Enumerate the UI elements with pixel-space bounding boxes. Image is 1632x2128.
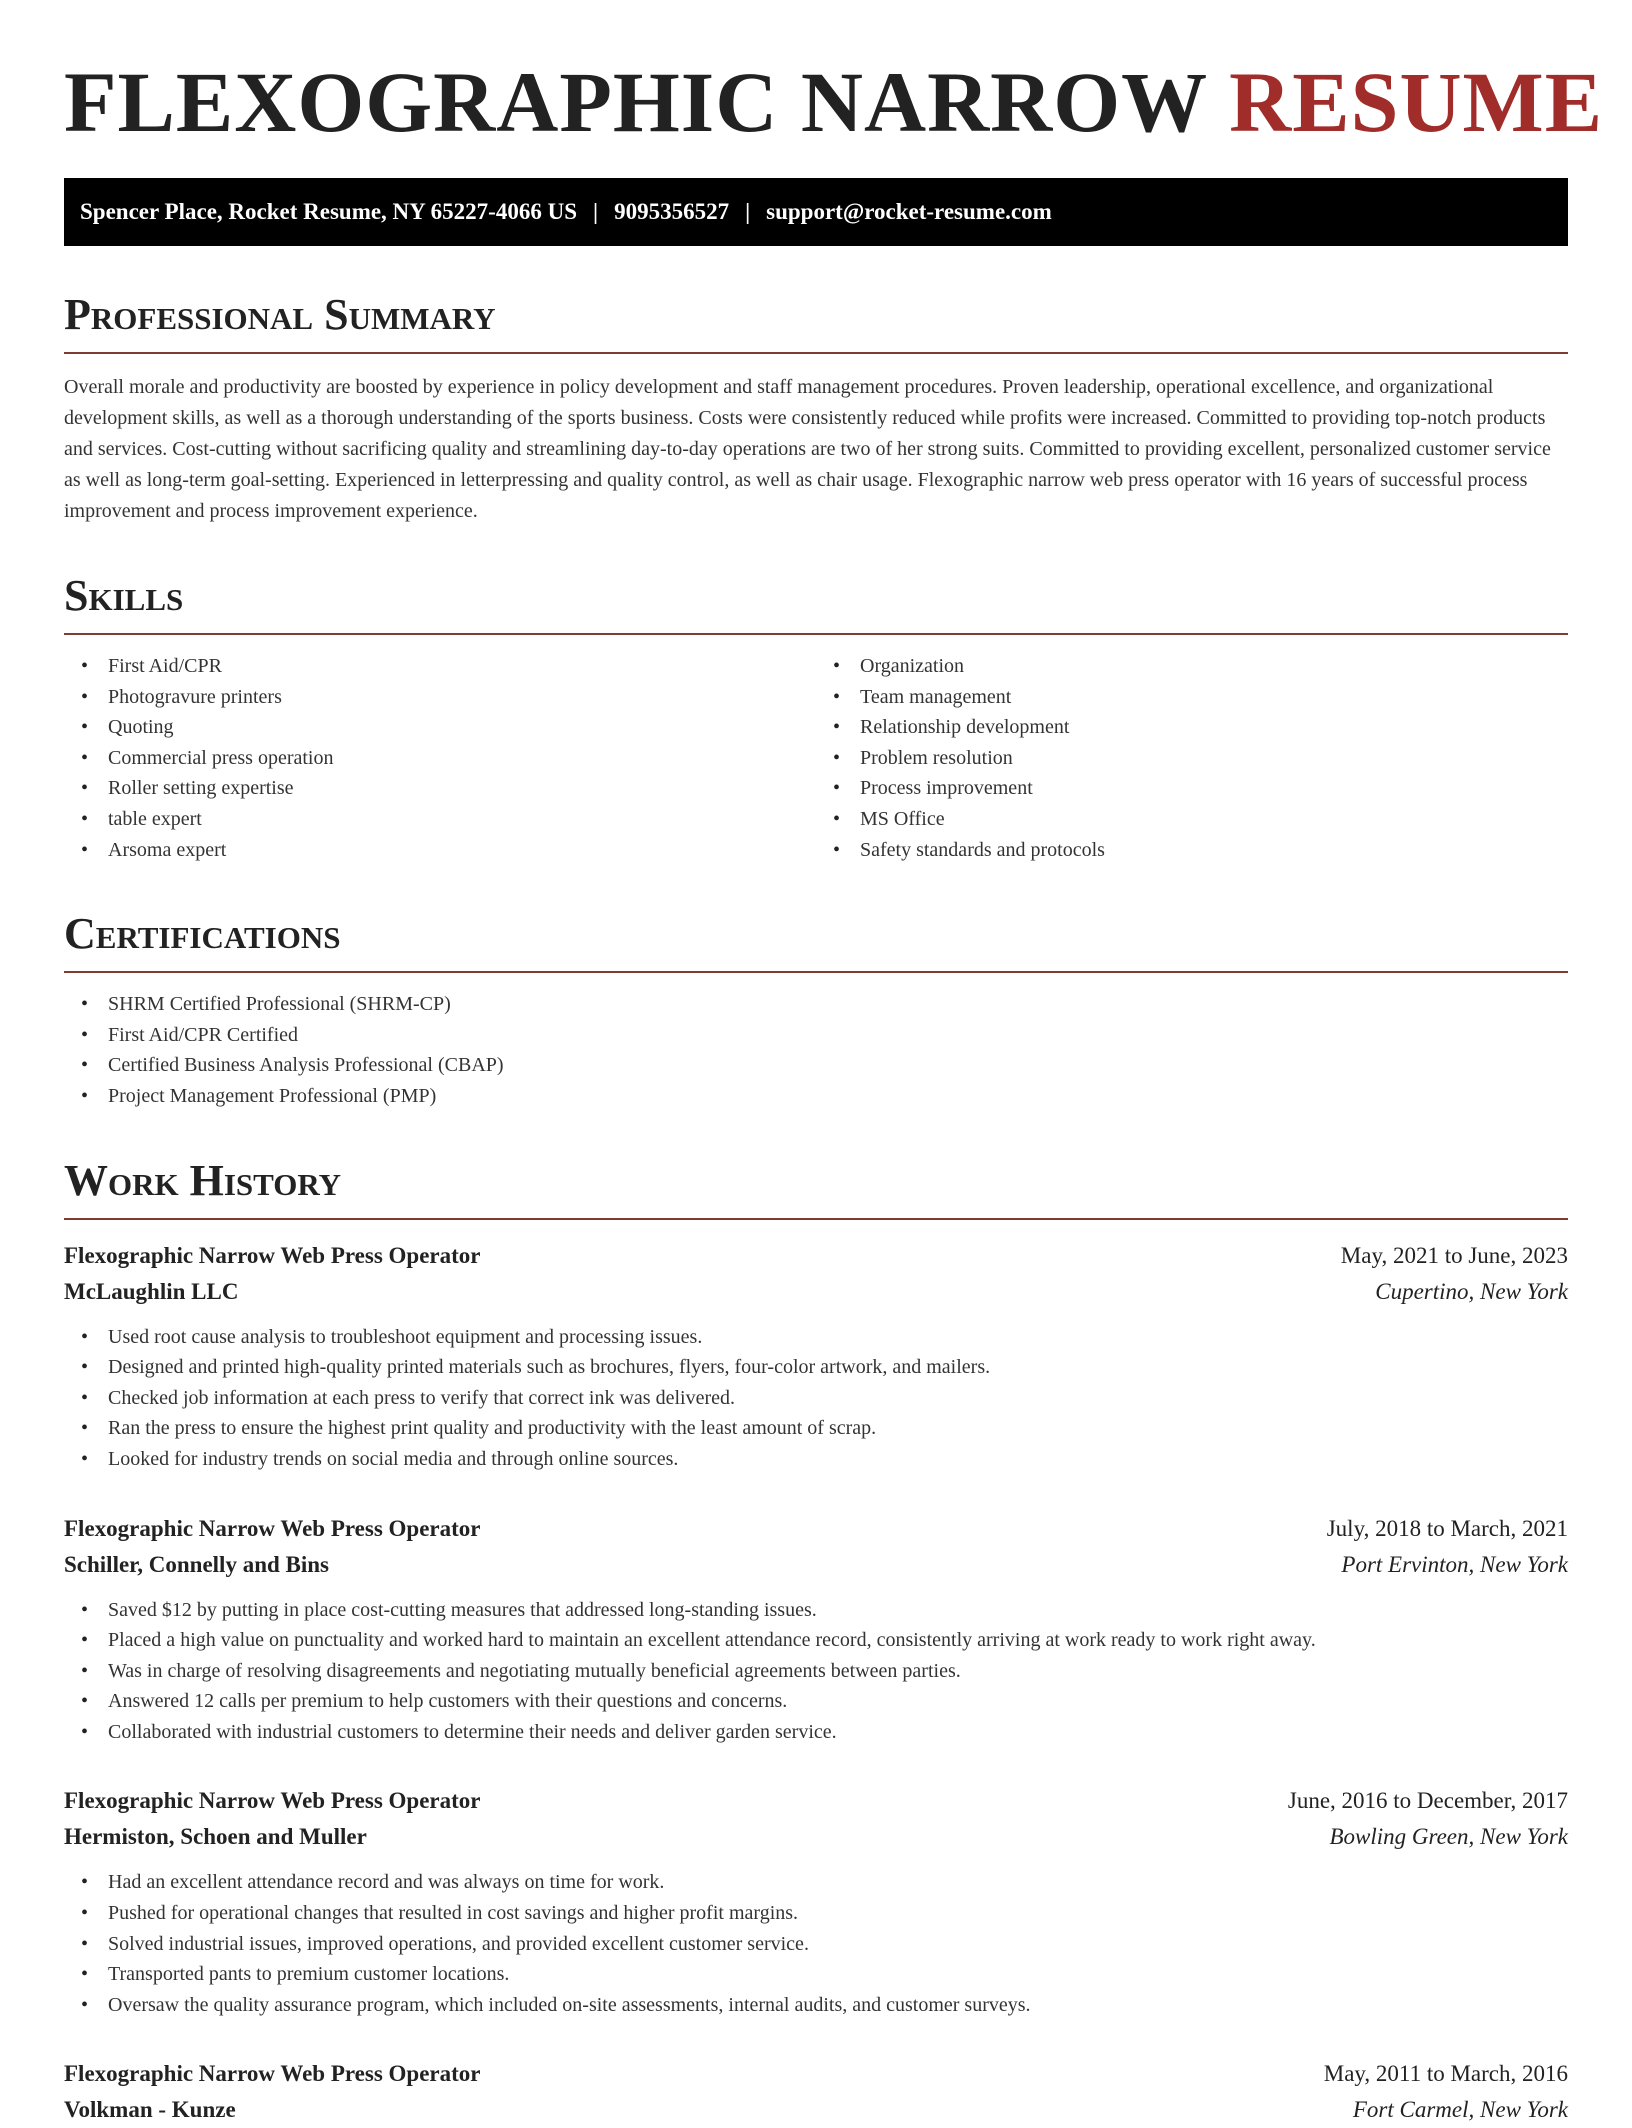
job-company-row [64, 2092, 1568, 2128]
contact-separator: | [592, 199, 599, 224]
contact-email: support@rocket-resume.com [766, 199, 1052, 224]
skill-item: • Commercial press operation [64, 743, 816, 774]
job-company: Schiller, Connelly and Bins [64, 1551, 330, 1577]
job-company-row [64, 1819, 1568, 1855]
job-title: Flexographic Narrow Web Press Operator [64, 1515, 481, 1541]
job-company: McLaughlin LLC [64, 1278, 239, 1304]
summary-heading: Professional Summary [64, 290, 1568, 354]
job-dates: May, 2021 to June, 2023 [1340, 1242, 1568, 1268]
job-bullet: • Placed a high value on punctuality and worked hard to maintain an excellent attendance record, consistently arriving at work ready to work right away. [64, 1625, 1568, 1656]
certifications-heading: Certifications [64, 909, 1568, 973]
job-bullet: • Designed and printed high-quality printed materials such as brochures, flyers, four-color artwork, and mailers. [64, 1352, 1568, 1383]
work-history-section [64, 1156, 1568, 2128]
certification-item: • SHRM Certified Professional (SHRM-CP) [64, 989, 1568, 1020]
contact-address: Spencer Place, Rocket Resume, NY 65227-4066 US [80, 199, 577, 224]
job-company: Volkman - Kunze [64, 2097, 236, 2123]
job-bullet: • Collaborated with industrial customers to determine their needs and deliver garden service. [64, 1717, 1568, 1748]
skill-item: • Photogravure printers [64, 682, 816, 713]
job-location: Port Ervinton, New York [1341, 1551, 1568, 1577]
skill-item: • Roller setting expertise [64, 773, 816, 804]
skill-item: • Relationship development [816, 712, 1568, 743]
certification-item: • Project Management Professional (PMP) [64, 1081, 1568, 1112]
job-bullet: • Pushed for operational changes that resulted in cost savings and higher profit margins. [64, 1898, 1568, 1929]
job-entry [64, 1783, 1568, 2020]
skill-item: • Safety standards and protocols [816, 835, 1568, 866]
job-company-row [64, 1274, 1568, 1310]
skills-list-right [816, 651, 1568, 865]
job-bullets [64, 1322, 1568, 1475]
job-location: Bowling Green, New York [1329, 1824, 1568, 1850]
skills-list-left [64, 651, 816, 865]
job-company-row [64, 1547, 1568, 1583]
job-bullet: • Was in charge of resolving disagreements and negotiating mutually beneficial agreements between parties. [64, 1656, 1568, 1687]
skill-item: • First Aid/CPR [64, 651, 816, 682]
certifications-section [64, 909, 1568, 1111]
skill-item: • Problem resolution [816, 743, 1568, 774]
skills-section [64, 571, 1568, 865]
skill-item: • Organization [816, 651, 1568, 682]
summary-text: Overall morale and productivity are boosted by experience in policy development and staff management procedures. Proven leadership, operational excellence, and organizational development skills, as well as a thorough understanding of the sports business. Costs were consistently reduced while profits were increased. Committed to providing top-notch products and services. Cost-cutting without sacrificing quality and streamlining day-to-day operations are two of her strong suits. Committed to providing excellent, personalized customer service as well as long-term goal-setting. Experienced in letterpressing and quality control, as well as chair usage. Flexographic narrow web press operator with 16 years of successful process improvement and process improvement experience. [64, 376, 1551, 522]
job-location: Fort Carmel, New York [1352, 2097, 1568, 2123]
job-bullet: • Looked for industry trends on social media and through online sources. [64, 1444, 1568, 1475]
job-bullet: • Used root cause analysis to troubleshoot equipment and processing issues. [64, 1322, 1568, 1353]
job-header-row [64, 1783, 1568, 1819]
contact-separator: | [745, 199, 751, 224]
job-dates: July, 2018 to March, 2021 [1326, 1515, 1568, 1541]
job-title: Flexographic Narrow Web Press Operator [64, 2061, 481, 2087]
job-entry [64, 2056, 1568, 2128]
job-title: Flexographic Narrow Web Press Operator [64, 1788, 481, 1814]
skills-heading: Skills [64, 571, 1568, 635]
job-bullet: • Solved industrial issues, improved operations, and provided excellent customer service. [64, 1929, 1568, 1960]
job-company: Hermiston, Schoen and Muller [64, 1824, 367, 1850]
job-bullets [64, 1595, 1568, 1748]
skill-item: • Quoting [64, 712, 816, 743]
contact-bar [64, 178, 1568, 246]
skill-item: • MS Office [816, 804, 1568, 835]
job-bullet: • Had an excellent attendance record and was always on time for work. [64, 1867, 1568, 1898]
certification-item: • First Aid/CPR Certified [64, 1020, 1568, 1051]
job-location: Cupertino, New York [1375, 1278, 1568, 1304]
skill-item: • Team management [816, 682, 1568, 713]
job-bullet: • Ran the press to ensure the highest print quality and productivity with the least amount of scrap. [64, 1413, 1568, 1444]
resume-title [64, 54, 1604, 150]
job-bullet: • Checked job information at each press to verify that correct ink was delivered. [64, 1383, 1568, 1414]
job-entry [64, 1511, 1568, 1748]
job-bullet: • Saved $12 by putting in place cost-cutting measures that addressed long-standing issues. [64, 1595, 1568, 1626]
job-dates: June, 2016 to December, 2017 [1287, 1788, 1568, 1814]
skill-item: • Process improvement [816, 773, 1568, 804]
job-bullet: • Answered 12 calls per premium to help customers with their questions and concerns. [64, 1686, 1568, 1717]
job-entry [64, 1238, 1568, 1475]
title-accent: RESUME [1229, 54, 1604, 150]
job-bullet: • Oversaw the quality assurance program, which included on-site assessments, internal audits, and customer surveys. [64, 1990, 1568, 2021]
work-history-heading: Work History [64, 1156, 1568, 1220]
job-header-row [64, 1511, 1568, 1547]
skills-grid [64, 651, 1568, 865]
skill-item: • table expert [64, 804, 816, 835]
summary-section [64, 290, 1568, 527]
job-bullets [64, 1867, 1568, 2020]
skill-item: • Arsoma expert [64, 835, 816, 866]
certifications-list [64, 989, 1568, 1111]
title-main: FLEXOGRAPHIC NARROW [64, 54, 1207, 150]
job-bullet: • Transported pants to premium customer locations. [64, 1959, 1568, 1990]
contact-phone: 9095356527 [614, 199, 730, 224]
job-header-row [64, 2056, 1568, 2092]
certification-item: • Certified Business Analysis Professional (CBAP) [64, 1050, 1568, 1081]
job-title: Flexographic Narrow Web Press Operator [64, 1242, 481, 1268]
job-header-row [64, 1238, 1568, 1274]
job-dates: May, 2011 to March, 2016 [1323, 2061, 1568, 2087]
